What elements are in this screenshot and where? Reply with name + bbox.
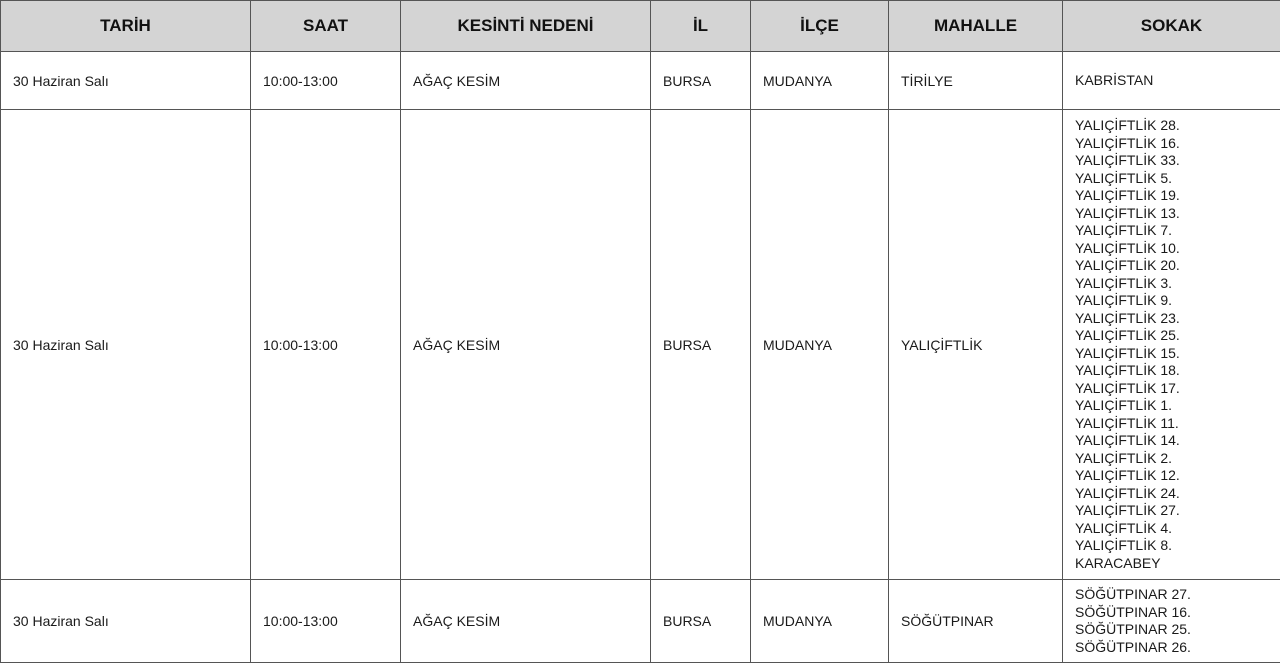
- street-item: YALIÇİFTLİK 33.: [1075, 152, 1268, 170]
- street-item: SÖĞÜTPINAR 25.: [1075, 621, 1268, 639]
- cell-tarih: 30 Haziran Salı: [1, 52, 251, 110]
- street-item: YALIÇİFTLİK 14.: [1075, 432, 1268, 450]
- cell-ilce: MUDANYA: [751, 580, 889, 663]
- street-item: YALIÇİFTLİK 3.: [1075, 275, 1268, 293]
- cell-kesinti-nedeni: AĞAÇ KESİM: [401, 52, 651, 110]
- street-item: KARACABEY: [1075, 555, 1268, 573]
- cell-kesinti-nedeni: AĞAÇ KESİM: [401, 110, 651, 580]
- street-item: YALIÇİFTLİK 23.: [1075, 310, 1268, 328]
- cell-mahalle: YALIÇİFTLİK: [889, 110, 1063, 580]
- cell-mahalle: SÖĞÜTPINAR: [889, 580, 1063, 663]
- street-item: SÖĞÜTPINAR 26.: [1075, 639, 1268, 657]
- street-item: YALIÇİFTLİK 7.: [1075, 222, 1268, 240]
- street-item: YALIÇİFTLİK 11.: [1075, 415, 1268, 433]
- cell-kesinti-nedeni: AĞAÇ KESİM: [401, 580, 651, 663]
- street-item: YALIÇİFTLİK 12.: [1075, 467, 1268, 485]
- cell-mahalle: TİRİLYE: [889, 52, 1063, 110]
- cell-sokak: [1063, 52, 1280, 110]
- header-sokak: SOKAK: [1063, 1, 1280, 52]
- cell-saat: 10:00-13:00: [251, 110, 401, 580]
- header-ilce: İLÇE: [751, 1, 889, 52]
- street-item: YALIÇİFTLİK 13.: [1075, 205, 1268, 223]
- cell-il: BURSA: [651, 580, 751, 663]
- street-item: YALIÇİFTLİK 18.: [1075, 362, 1268, 380]
- street-item: YALIÇİFTLİK 2.: [1075, 450, 1268, 468]
- street-item: YALIÇİFTLİK 8.: [1075, 537, 1268, 555]
- header-il: İL: [651, 1, 751, 52]
- street-item: YALIÇİFTLİK 15.: [1075, 345, 1268, 363]
- street-item: YALIÇİFTLİK 9.: [1075, 292, 1268, 310]
- street-item: SÖĞÜTPINAR 16.: [1075, 604, 1268, 622]
- street-item: YALIÇİFTLİK 1.: [1075, 397, 1268, 415]
- street-item: SÖĞÜTPINAR 27.: [1075, 586, 1268, 604]
- table-row: [1, 580, 1280, 663]
- cell-il: BURSA: [651, 110, 751, 580]
- street-item: YALIÇİFTLİK 20.: [1075, 257, 1268, 275]
- cell-saat: 10:00-13:00: [251, 52, 401, 110]
- table-row: [1, 110, 1280, 580]
- header-kesinti-nedeni: KESİNTİ NEDENİ: [401, 1, 651, 52]
- street-item: YALIÇİFTLİK 25.: [1075, 327, 1268, 345]
- cell-tarih: 30 Haziran Salı: [1, 580, 251, 663]
- cell-il: BURSA: [651, 52, 751, 110]
- street-item: YALIÇİFTLİK 19.: [1075, 187, 1268, 205]
- cell-sokak: [1063, 110, 1280, 580]
- street-item: YALIÇİFTLİK 5.: [1075, 170, 1268, 188]
- street-item: YALIÇİFTLİK 4.: [1075, 520, 1268, 538]
- street-item: YALIÇİFTLİK 17.: [1075, 380, 1268, 398]
- header-tarih: TARİH: [1, 1, 251, 52]
- street-item: YALIÇİFTLİK 16.: [1075, 135, 1268, 153]
- cell-ilce: MUDANYA: [751, 110, 889, 580]
- header-mahalle: MAHALLE: [889, 1, 1063, 52]
- street-item: YALIÇİFTLİK 27.: [1075, 502, 1268, 520]
- cell-tarih: 30 Haziran Salı: [1, 110, 251, 580]
- cell-ilce: MUDANYA: [751, 52, 889, 110]
- table-row: [1, 52, 1280, 110]
- street-item: YALIÇİFTLİK 24.: [1075, 485, 1268, 503]
- header-row: [1, 1, 1280, 52]
- cell-sokak: [1063, 580, 1280, 663]
- street-item: KABRİSTAN: [1075, 72, 1268, 90]
- cell-saat: 10:00-13:00: [251, 580, 401, 663]
- street-item: YALIÇİFTLİK 28.: [1075, 117, 1268, 135]
- street-item: YALIÇİFTLİK 10.: [1075, 240, 1268, 258]
- header-saat: SAAT: [251, 1, 401, 52]
